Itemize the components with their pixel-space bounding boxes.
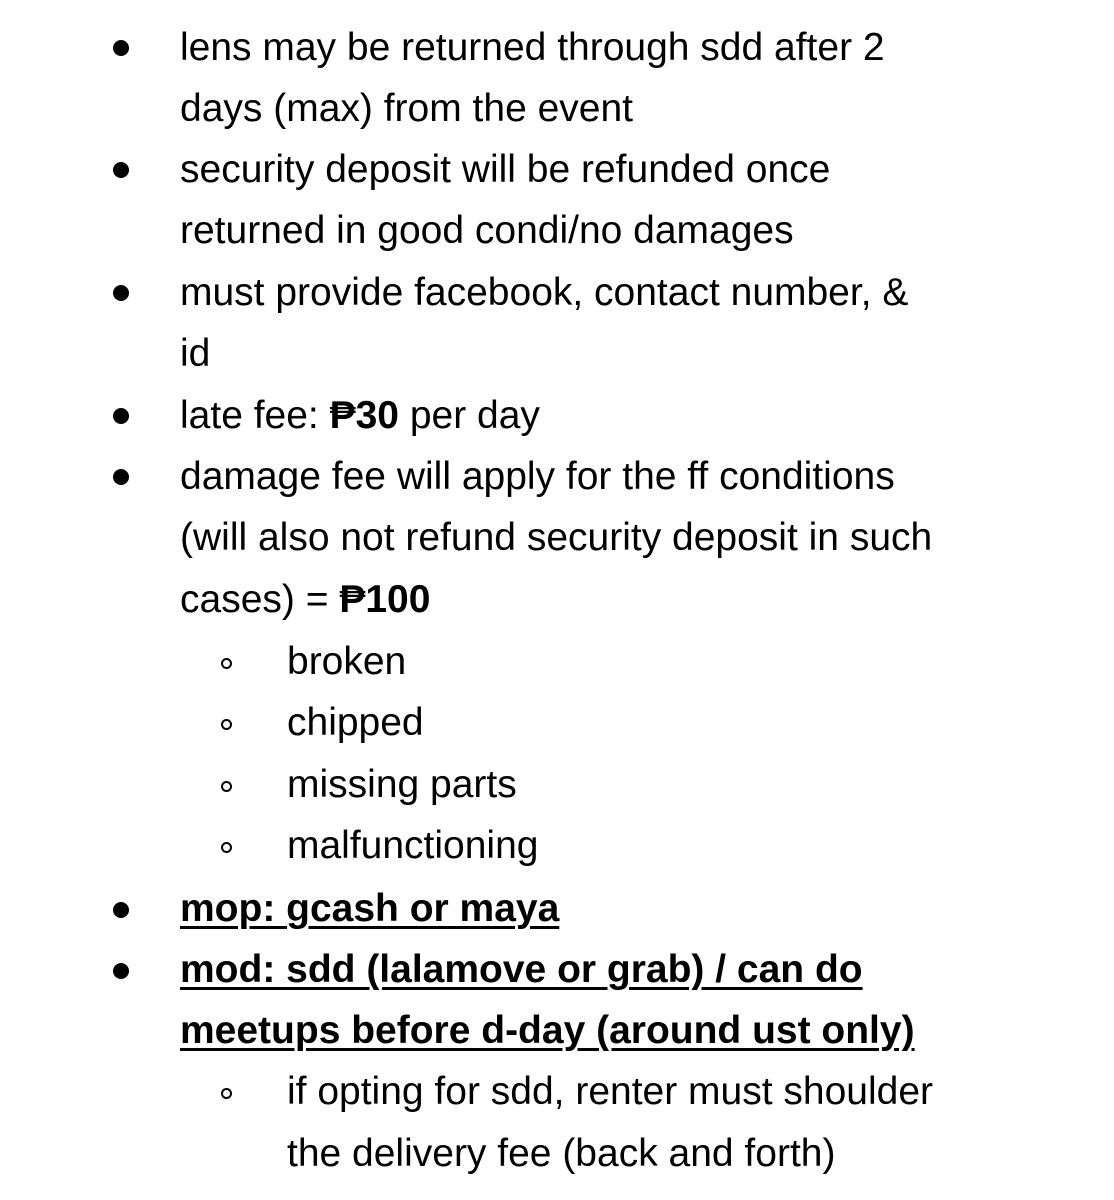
list-item-text: id — [180, 332, 211, 375]
mode-of-payment: mop: gcash or maya — [180, 887, 560, 930]
circle-bullet-icon — [221, 1088, 232, 1099]
bullet-icon — [113, 285, 129, 301]
list-item-text: returned in good condi/no damages — [180, 209, 794, 252]
late-fee-text — [180, 396, 1080, 436]
delivery-note: the delivery fee (back and forth) — [287, 1132, 836, 1175]
mop-line — [180, 889, 1080, 929]
damage-condition: missing parts — [287, 763, 517, 806]
list-item-text: days (max) from the event — [180, 87, 633, 130]
list-item-text: must provide facebook, contact number, & — [180, 271, 909, 314]
mod-line — [180, 1011, 1080, 1051]
late-fee-unit: per day — [399, 394, 540, 437]
circle-bullet-icon — [221, 842, 232, 853]
circle-bullet-icon — [221, 781, 232, 792]
bullet-icon — [113, 469, 129, 485]
bullet-icon — [113, 902, 129, 918]
late-fee-label: late fee: — [180, 394, 330, 437]
list-item-text: damage fee will apply for the ff conditions — [180, 455, 895, 498]
mode-of-delivery: mod: sdd (lalamove or grab) / can do — [180, 948, 863, 991]
damage-condition: chipped — [287, 701, 424, 744]
delivery-note: if opting for sdd, renter must shoulder — [287, 1070, 933, 1113]
list-item-text: lens may be returned through sdd after 2 — [180, 26, 885, 69]
circle-bullet-icon — [221, 719, 232, 730]
damage-fee-label: cases) = — [180, 578, 340, 621]
mod-line — [180, 950, 1080, 990]
list-item-text: (will also not refund security deposit in such — [180, 516, 933, 559]
bullet-icon — [113, 162, 129, 178]
circle-bullet-icon — [221, 658, 232, 669]
damage-condition: broken — [287, 640, 407, 683]
bullet-icon — [113, 40, 129, 56]
damage-fee-amount: ₱100 — [339, 578, 431, 621]
late-fee-amount: ₱30 — [329, 394, 400, 437]
mode-of-delivery: meetups before d-day (around ust only) — [180, 1009, 915, 1052]
damage-condition: malfunctioning — [287, 824, 539, 867]
bullet-icon — [113, 408, 129, 424]
list-item-text: security deposit will be refunded once — [180, 148, 831, 191]
damage-fee-text — [180, 580, 1080, 620]
bullet-icon — [113, 963, 129, 979]
